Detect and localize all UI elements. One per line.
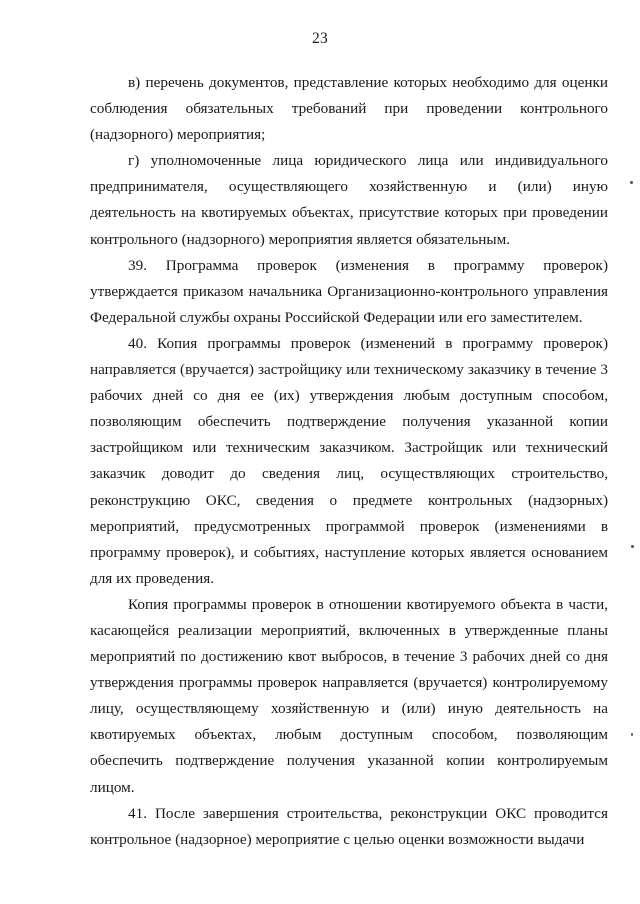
paragraph-item-v: в) перечень документов, представление которых необходимо для оценки соблюдения обязательных требований при проведении контрольного (надзорного) мероприятия; (90, 74, 608, 144)
paragraph-39: 39. Программа проверок (изменения в программу проверок) утверждается приказом начальника Организационно-контрольного управления Федеральной службы охраны Российской Федерации или его заместителем. (90, 256, 608, 326)
scan-speck (630, 181, 633, 184)
paragraph-item-g: г) уполномоченные лица юридического лица или индивидуального предпринимателя, осуществляющего хозяйственную и (или) иную деятельность на квотируемых объектах, присутствие которых при проведении контрольного (надзорного) мероприятия является обязательным. (90, 152, 608, 248)
document-body (90, 70, 608, 853)
scan-speck (631, 733, 633, 736)
scan-speck (631, 545, 634, 548)
paragraph-40: 40. Копия программы проверок (изменений в программу проверок) направляется (вручается) застройщику или техническому заказчику в течение 3 рабочих дней со дня ее (их) утверждения любым доступным способом, позволяющим обеспечить подтверждение получения указанной копии застройщиком или техническим заказчиком. Застройщик или технический заказчик доводит до сведения лиц, осуществляющих строительство, реконструкцию ОКС, сведения о предмете контрольных (надзорных) мероприятий, предусмотренных программой проверок (изменениями в программу проверок), и событиях, наступление которых является основанием для их проведения. (90, 334, 608, 587)
paragraph-41: 41. После завершения строительства, реконструкции ОКС проводится контрольное (надзорное) мероприятие с целью оценки возможности выдачи (90, 804, 608, 848)
paragraph-40-continued: Копия программы проверок в отношении квотируемого объекта в части, касающейся реализации мероприятий, включенных в утвержденные планы мероприятий по достижению квот выбросов, в течение 3 рабочих дней со дня утверждения программы проверок направляется (вручается) контролируемому лицу, осуществляющему хозяйственную и (или) иную деятельность на квотируемых объектах, любым доступным способом, позволяющим обеспечить подтверждение получения указанной копии контролируемым лицом. (90, 595, 608, 796)
page-number: 23 (311, 30, 329, 47)
